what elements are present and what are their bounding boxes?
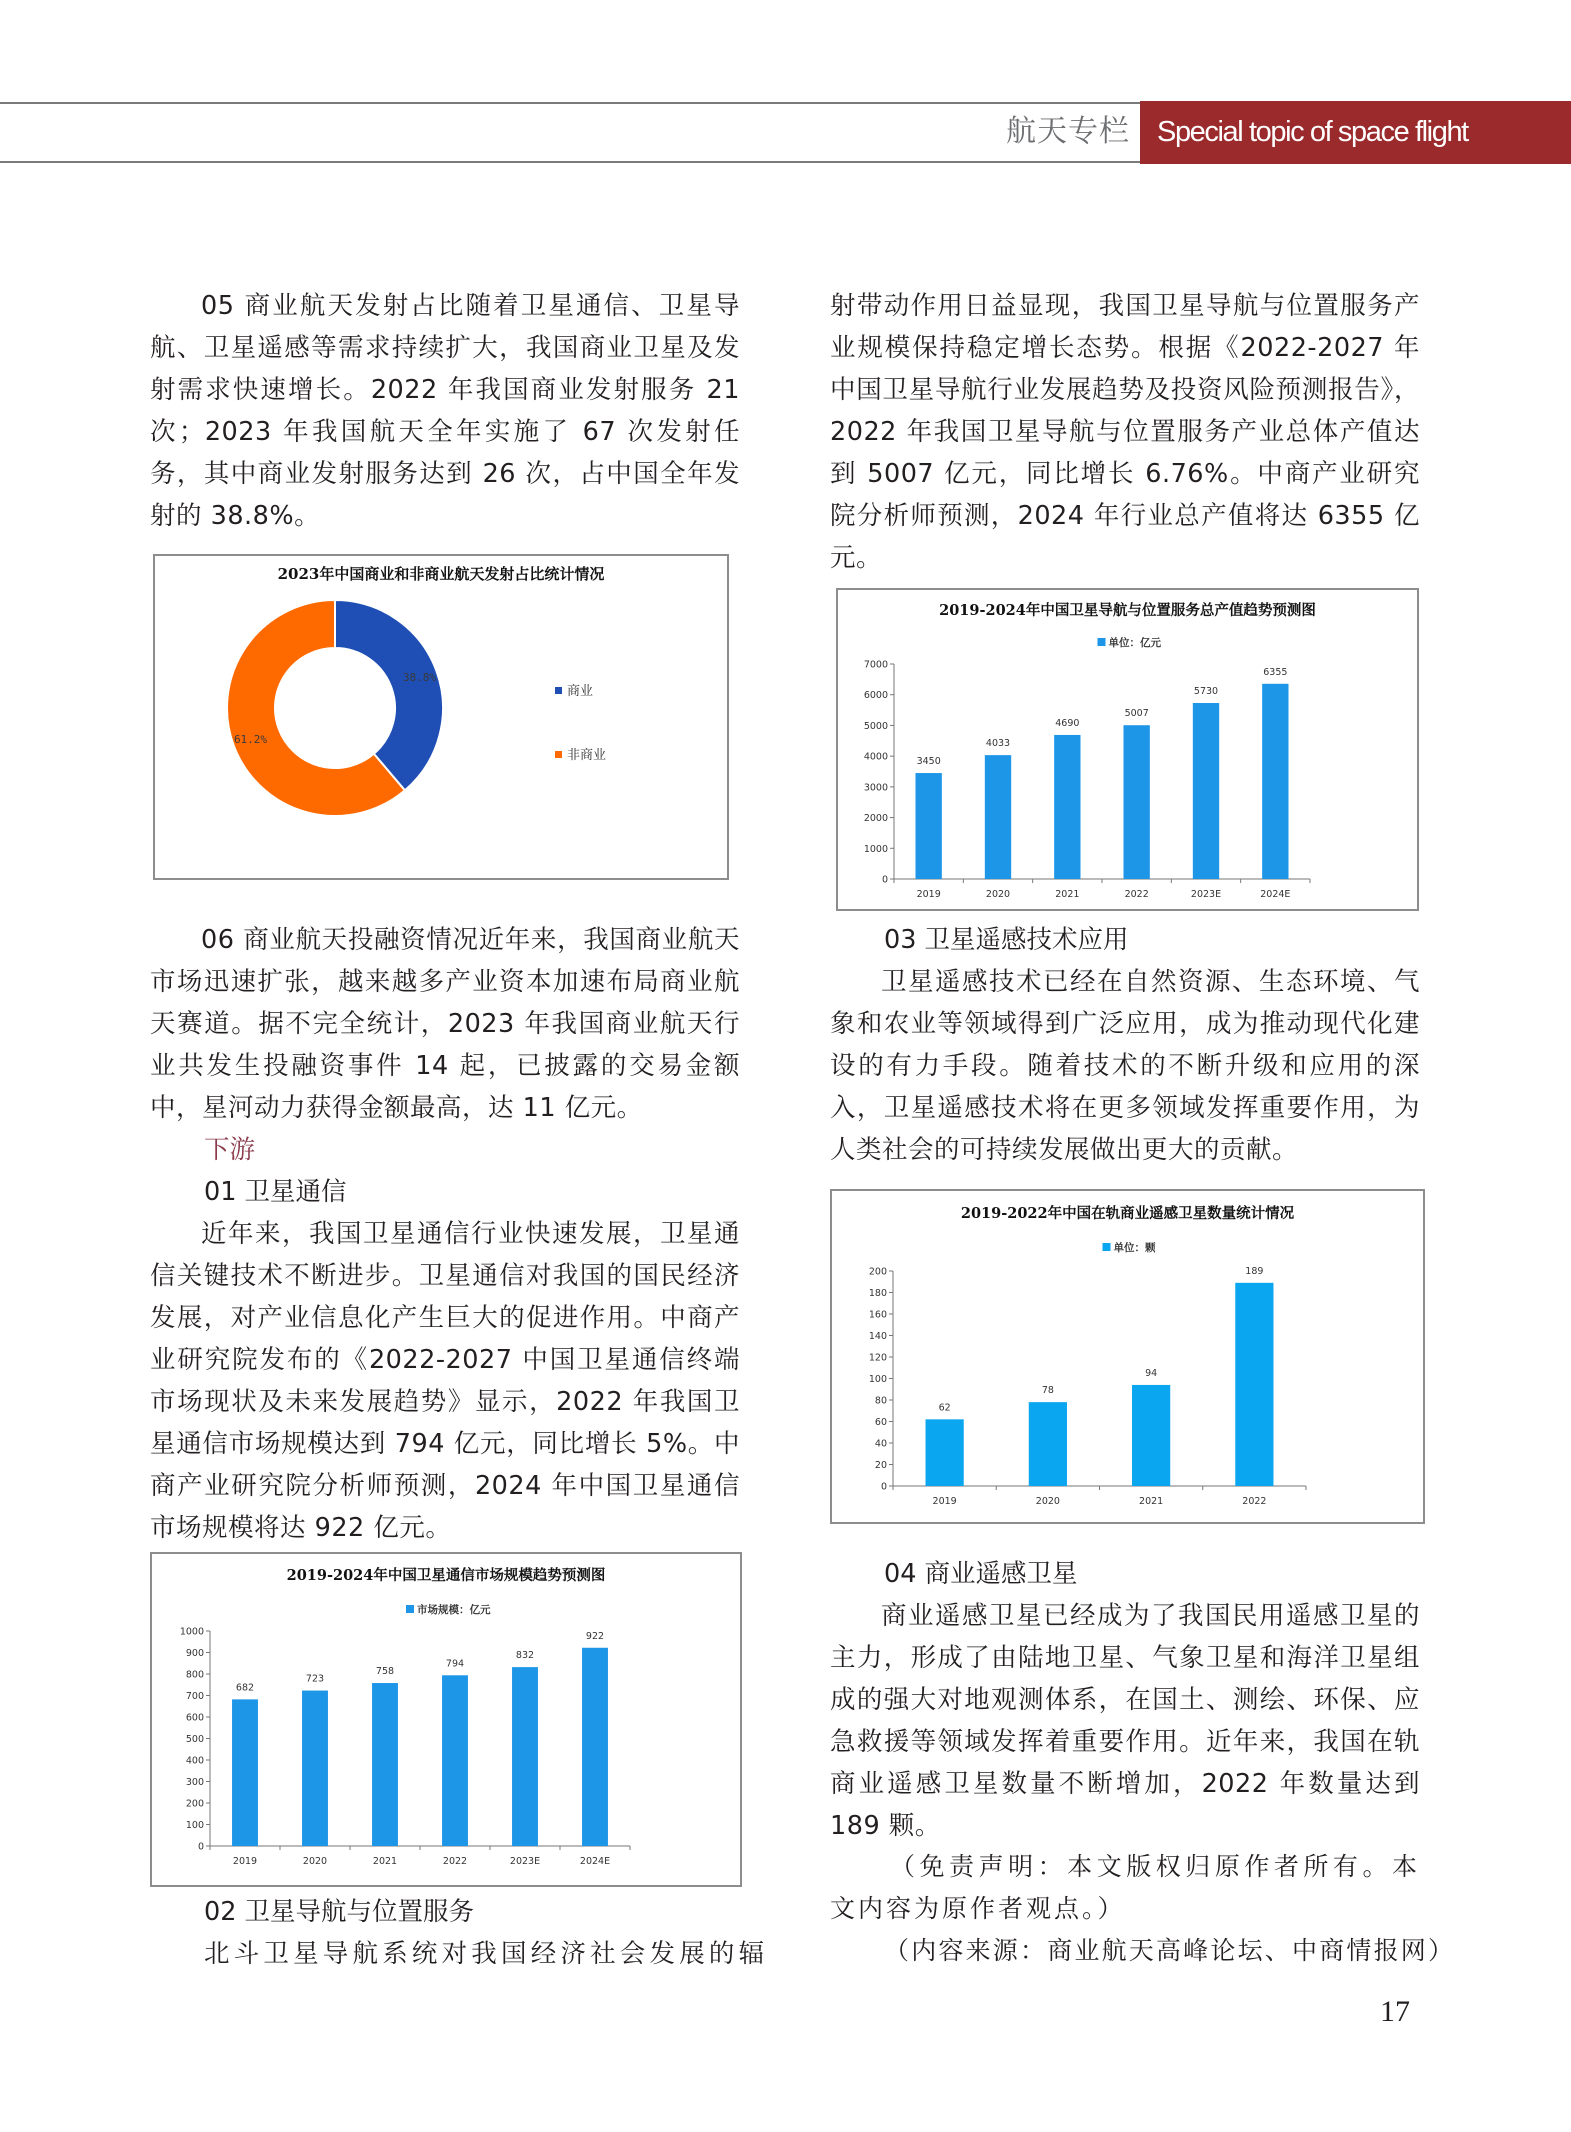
y-tick-label: 160 [868,1309,887,1321]
bar-2022 [1123,725,1149,879]
legend-label: 市场规模：亿元 [417,1604,491,1616]
chart-title: 2019-2024年中国卫星通信市场规模趋势预测图 [286,1567,606,1584]
heading-04-commercial-remote: 04 商业遥感卫星 [884,1559,1078,1589]
legend-label: 商业 [567,684,594,699]
x-tick-label: 2019 [932,1496,957,1507]
legend-swatch-non-commercial [555,751,562,758]
x-tick-label: 2020 [302,1856,328,1867]
data-label: 38.8% [402,670,437,684]
paragraph-04-commercial-remote: 商业遥感卫星已经成为了我国民用遥感卫星的主力，形成了由陆地卫星、气象卫星和海洋卫星组成的强大对地观测体系，在国土、测绘、环保、应急救援等领域发挥着重要作用。近年来，我国在轨商业遥感卫星数量不断增加，2022 年数量达到 189 颗。 [830,1601,1420,1841]
y-tick-label: 60 [874,1417,887,1428]
data-label: 189 [1245,1265,1264,1277]
section-title-cn: 航天专栏 [1006,114,1130,149]
y-tick-label: 600 [185,1712,204,1724]
y-tick-label: 0 [880,1481,887,1493]
donut-chart-svg [155,556,727,878]
bar-2019 [232,1699,258,1846]
x-tick-label: 2021 [1055,889,1080,900]
y-tick-label: 1000 [863,843,888,855]
bar-2024E [1262,684,1288,879]
section-title-en: Special topic of space flight [1157,116,1468,148]
y-tick-label: 2000 [863,813,888,825]
x-tick-label: 2019 [232,1856,258,1867]
heading-downstream: 下游 [204,1135,256,1165]
bar-2021 [1132,1385,1170,1486]
bar-2023E [1193,703,1219,879]
legend-swatch-commercial [555,687,562,694]
section-banner [1140,101,1571,164]
data-label: 758 [375,1666,395,1678]
chart-launch-donut [153,554,729,880]
paragraph-02-continued: 射带动作用日益显现，我国卫星导航与位置服务产业规模保持稳定增长态势。根据《2022-2027 年中国卫星导航行业发展趋势及投资风险预测报告》，2022 年我国卫星导航与位置服务产业总体产值达到 5007 亿元，同比增长 6.76%。中商产业研究院分析师预测，2024 年行业总产值将达 6355 亿元。 [830,291,1420,573]
data-label: 78 [1041,1385,1054,1397]
data-label: 5730 [1193,686,1219,698]
data-label: 723 [305,1673,325,1685]
y-tick-label: 100 [868,1374,887,1385]
y-tick-label: 7000 [863,659,888,671]
bar-2022 [1235,1283,1273,1486]
y-tick-label: 80 [874,1395,887,1407]
x-tick-label: 2022 [1124,889,1149,900]
y-tick-label: 3000 [863,782,888,794]
data-label: 6355 [1263,666,1288,678]
y-tick-label: 200 [868,1266,887,1278]
bar-2020 [985,755,1011,879]
x-tick-label: 2021 [1139,1496,1164,1507]
bar-2020 [1029,1402,1067,1486]
chart-title: 2019-2022年中国在轨商业遥感卫星数量统计情况 [960,1205,1295,1222]
paragraph-02-start: 北斗卫星导航系统对我国经济社会发展的辐 [204,1939,769,1969]
y-tick-label: 5000 [863,720,888,732]
data-label: 794 [445,1658,465,1670]
y-tick-label: 180 [868,1288,887,1299]
paragraph-03-remote-sensing: 卫星遥感技术已经在自然资源、生态环境、气象和农业等领域得到广泛应用，成为推动现代化建设的有力手段。随着技术的不断升级和应用的深入，卫星遥感技术将在更多领域发挥重要作用，为人类社会的可持续发展做出更大的贡献。 [830,967,1420,1165]
paragraph-05-launch-share: 05 商业航天发射占比随着卫星通信、卫星导航、卫星遥感等需求持续扩大，我国商业卫星及发射需求快速增长。2022 年我国商业发射服务 21 次；2023 年我国航天全年实施了 67 次发射任务，其中商业发射服务达到 26 次，占中国全年发射的 38.8%。 [150,291,740,531]
bar-2023E [512,1667,538,1846]
data-label: 3450 [916,756,941,768]
x-tick-label: 2021 [372,1856,398,1867]
bar-2021 [1054,735,1080,879]
x-tick-label: 2024E [1260,889,1291,900]
y-tick-label: 4000 [863,751,888,763]
chart-remote-sensing-bar [830,1189,1425,1524]
chart-navigation-bar [836,588,1419,911]
legend-swatch [1103,1243,1111,1251]
data-label: 61.2% [233,733,268,747]
x-tick-label: 2022 [442,1856,468,1867]
y-tick-label: 400 [185,1755,204,1767]
data-label: 5007 [1124,708,1149,720]
y-tick-label: 700 [185,1691,204,1702]
bar-2022 [442,1675,468,1846]
legend-swatch [406,1605,414,1613]
heading-03-remote-sensing: 03 卫星遥感技术应用 [884,925,1129,955]
bar-2019 [926,1419,964,1486]
x-tick-label: 2020 [1035,1496,1060,1507]
data-label: 94 [1145,1367,1158,1379]
y-tick-label: 800 [185,1669,204,1681]
y-tick-label: 200 [185,1798,204,1810]
remote-chart-svg [832,1191,1423,1522]
header-bottom-rule [0,161,1140,163]
legend-label: 单位：亿元 [1108,637,1161,649]
x-tick-label: 2023E [1190,889,1222,900]
y-tick-label: 120 [868,1352,887,1364]
heading-01-satcom: 01 卫星通信 [204,1177,347,1207]
paragraph-01-satcom: 近年来，我国卫星通信行业快速发展，卫星通信关键技术不断进步。卫星通信对我国的国民经济发展，对产业信息化产生巨大的促进作用。中商产业研究院发布的《2022-2027 中国卫星通信终端市场现状及未来发展趋势》显示，2022 年我国卫星通信市场规模达到 794 亿元，同比增长 5%。中商产业研究院分析师预测，2024 年中国卫星通信市场规模将达 922 亿元。 [150,1219,740,1543]
legend-swatch [1098,638,1106,646]
heading-02-navigation: 02 卫星导航与位置服务 [204,1897,475,1927]
navigation-chart-svg [838,590,1417,909]
legend-label: 非商业 [567,748,607,763]
x-tick-label: 2020 [985,889,1011,900]
y-tick-label: 100 [185,1820,204,1831]
bar-2019 [915,773,941,879]
x-tick-label: 2019 [916,889,941,900]
y-tick-label: 140 [868,1331,887,1342]
y-tick-label: 300 [185,1777,204,1788]
data-label: 62 [938,1402,951,1414]
y-tick-label: 0 [197,1841,204,1853]
chart-title: 2019-2024年中国卫星导航与位置服务总产值趋势预测图 [939,602,1316,619]
bar-2021 [372,1683,398,1846]
data-label: 4033 [985,738,1011,750]
x-tick-label: 2024E [579,1856,611,1867]
data-label: 4690 [1055,717,1080,729]
page-number: 17 [1380,1995,1410,2028]
bar-2020 [302,1691,328,1846]
header-top-rule [0,102,1140,104]
bar-2024E [582,1648,608,1846]
data-label: 682 [235,1682,255,1694]
satcom-chart-svg [152,1554,740,1885]
y-tick-label: 6000 [863,690,888,702]
data-label: 832 [515,1650,535,1662]
disclaimer-note: （免责声明：本文版权归原作者所有。本文内容为原作者观点。） [830,1852,1420,1923]
data-label: 922 [585,1630,605,1642]
source-note: （内容来源：商业航天高峰论坛、中商情报网） [884,1936,1456,1965]
y-tick-label: 0 [881,874,888,886]
paragraph-06-investment: 06 商业航天投融资情况近年来，我国商业航天市场迅速扩张，越来越多产业资本加速布局商业航天赛道。据不完全统计，2023 年我国商业航天行业共发生投融资事件 14 起，已披露的交易金额中，星河动力获得金额最高，达 11 亿元。 [150,925,740,1123]
x-tick-label: 2023E [509,1856,541,1867]
legend-label: 单位：颗 [1113,1242,1156,1254]
x-tick-label: 2022 [1242,1496,1267,1507]
chart-satcom-bar [150,1552,742,1887]
y-tick-label: 900 [185,1648,204,1659]
y-tick-label: 20 [874,1460,887,1471]
chart-title: 2023年中国商业和非商业航天发射占比统计情况 [277,565,605,583]
donut-slice-commercial [335,600,443,790]
y-tick-label: 1000 [179,1626,204,1638]
y-tick-label: 40 [874,1438,887,1450]
y-tick-label: 500 [185,1734,204,1745]
